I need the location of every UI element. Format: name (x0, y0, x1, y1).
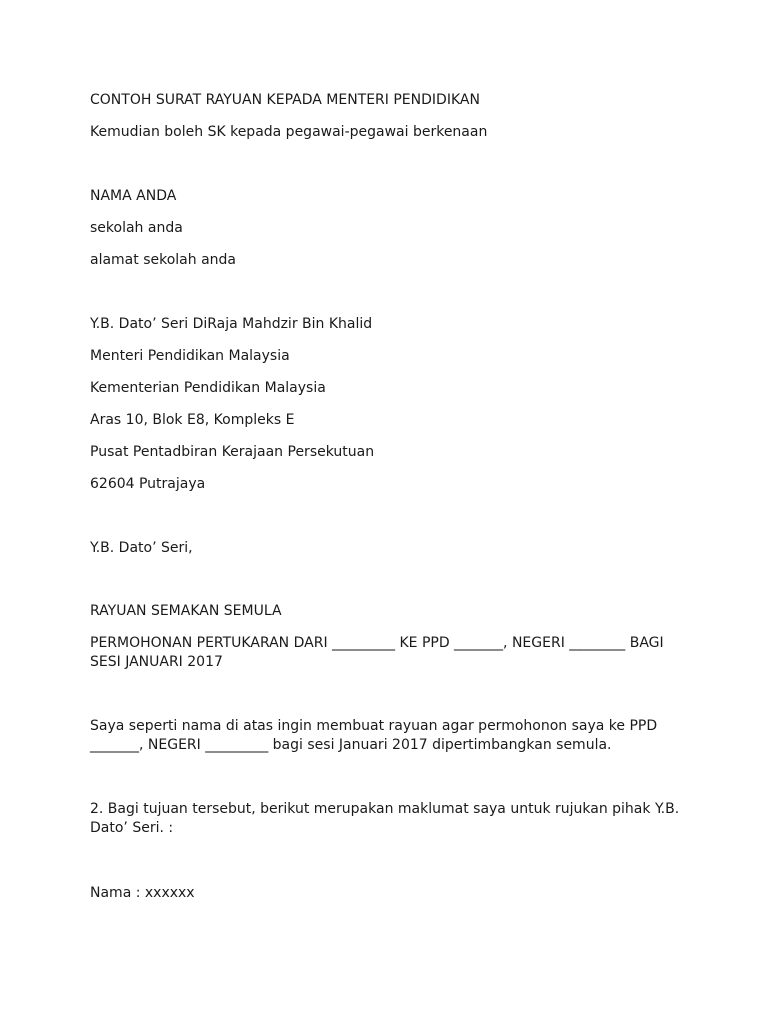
recipient-line-1: Y.B. Dato’ Seri DiRaja Mahdzir Bin Khalid (90, 316, 373, 332)
recipient-line-6: 62604 Putrajaya (90, 476, 206, 492)
subject-line-2: PERMOHONAN PERTUKARAN DARI _________ KE PPD _______, NEGERI ________ BAGI SESI JANUARI 2017 (90, 635, 664, 670)
document-subtitle: Kemudian boleh SK kepada pegawai-pegawai berkenaan (90, 124, 488, 140)
sender-school: sekolah anda (90, 220, 183, 236)
body-paragraph-1: Saya seperti nama di atas ingin membuat rayuan agar permohonon saya ke PPD _______, NEGERI _________ bagi sesi Januari 2017 dipertimbangkan semula. (90, 718, 658, 753)
document-title: CONTOH SURAT RAYUAN KEPADA MENTERI PENDIDIKAN (90, 92, 480, 108)
subject-line-1: RAYUAN SEMAKAN SEMULA (90, 603, 282, 619)
recipient-line-4: Aras 10, Blok E8, Kompleks E (90, 412, 295, 428)
sender-address: alamat sekolah anda (90, 252, 236, 268)
recipient-line-3: Kementerian Pendidikan Malaysia (90, 380, 326, 396)
recipient-line-2: Menteri Pendidikan Malaysia (90, 348, 290, 364)
name-field: Nama : xxxxxx (90, 885, 195, 901)
body-paragraph-2: 2. Bagi tujuan tersebut, berikut merupakan maklumat saya untuk rujukan pihak Y.B. Dato’ Seri. : (90, 801, 680, 836)
sender-name: NAMA ANDA (90, 188, 177, 204)
salutation: Y.B. Dato’ Seri, (90, 540, 193, 556)
recipient-line-5: Pusat Pentadbiran Kerajaan Persekutuan (90, 444, 375, 460)
